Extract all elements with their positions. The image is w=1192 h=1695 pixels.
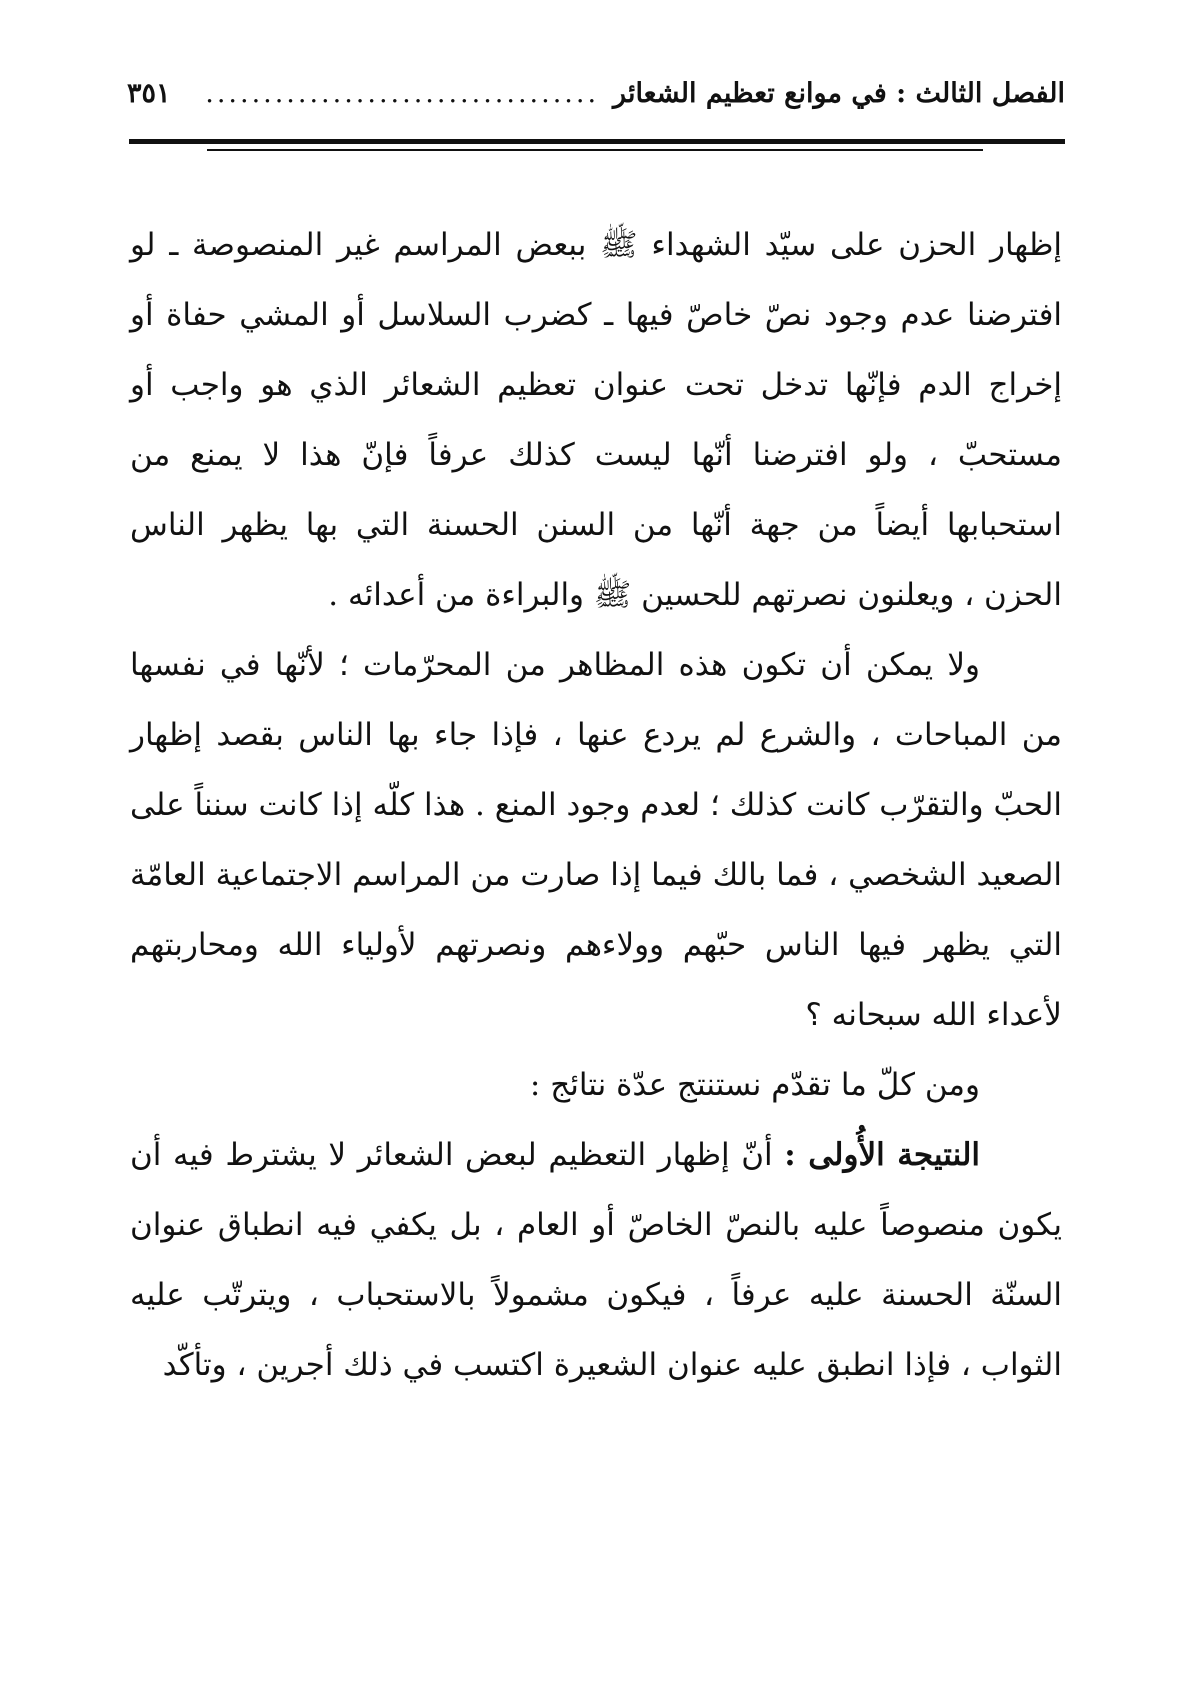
page-number: ٣٥١ [127, 77, 171, 109]
chapter-title: الفصل الثالث : في موانع تعظيم الشعائر [613, 77, 1065, 109]
running-header [127, 70, 1065, 116]
header-rule-thick [129, 139, 1065, 144]
paragraph-first-result [130, 1120, 1062, 1400]
paragraph-prohibition: ولا يمكن أن تكون هذه المظاهر من المحرّمات ؛ لأنّها في نفسها من المباحات ، والشرع لم يردع عنها ، فإذا جاء بها الناس بقصد إظهار الحبّ والتقرّب كانت كذلك ؛ لعدم وجود المنع . هذا كلّه إذا كانت سنناً على الصعيد الشخصي ، فما بالك فيما إذا صارت من المراسم الاجتماعية العامّة التي يظهر فيها الناس حبّهم وولاءهم ونصرتهم لأولياء الله ومحاربتهم لأعداء الله سبحانه ؟ [130, 647, 1062, 1033]
paragraph-conclusions-intro: ومن كلّ ما تقدّم نستنتج عدّة نتائج : [529, 1067, 980, 1103]
header-rule-thin [207, 149, 983, 151]
first-result-text: أنّ إظهار التعظيم لبعض الشعائر لا يشترط فيه أن يكون منصوصاً عليه بالنصّ الخاصّ أو العام ، بل يكفي فيه انطباق عنوان السنّة الحسنة عليه عرفاً ، فيكون مشمولاً بالاستحباب ، ويترتّب عليه الثواب ، فإذا انطبق عليه عنوان الشعيرة اكتسب في ذلك أجرين ، وتأكّد [130, 1137, 1062, 1383]
paragraph-continuation: إظهار الحزن على سيّد الشهداء ﷺ ببعض المراسم غير المنصوصة ـ لو افترضنا عدم وجود نصّ خاصّ فيها ـ كضرب السلاسل أو المشي حفاة أو إخراج الدم فإنّها تدخل تحت عنوان تعظيم الشعائر الذي هو واجب أو مستحبّ ، ولو افترضنا أنّها ليست كذلك عرفاً فإنّ هذا لا يمنع من استحبابها أيضاً من جهة أنّها من السنن الحسنة التي بها يظهر الناس الحزن ، ويعلنون نصرتهم للحسين ﷺ والبراءة من أعدائه . [130, 227, 1062, 613]
first-result-heading: النتيجة الأُولى : [784, 1137, 981, 1173]
body-text [130, 210, 1062, 1400]
header-leader-dots: .................................. [205, 77, 600, 109]
